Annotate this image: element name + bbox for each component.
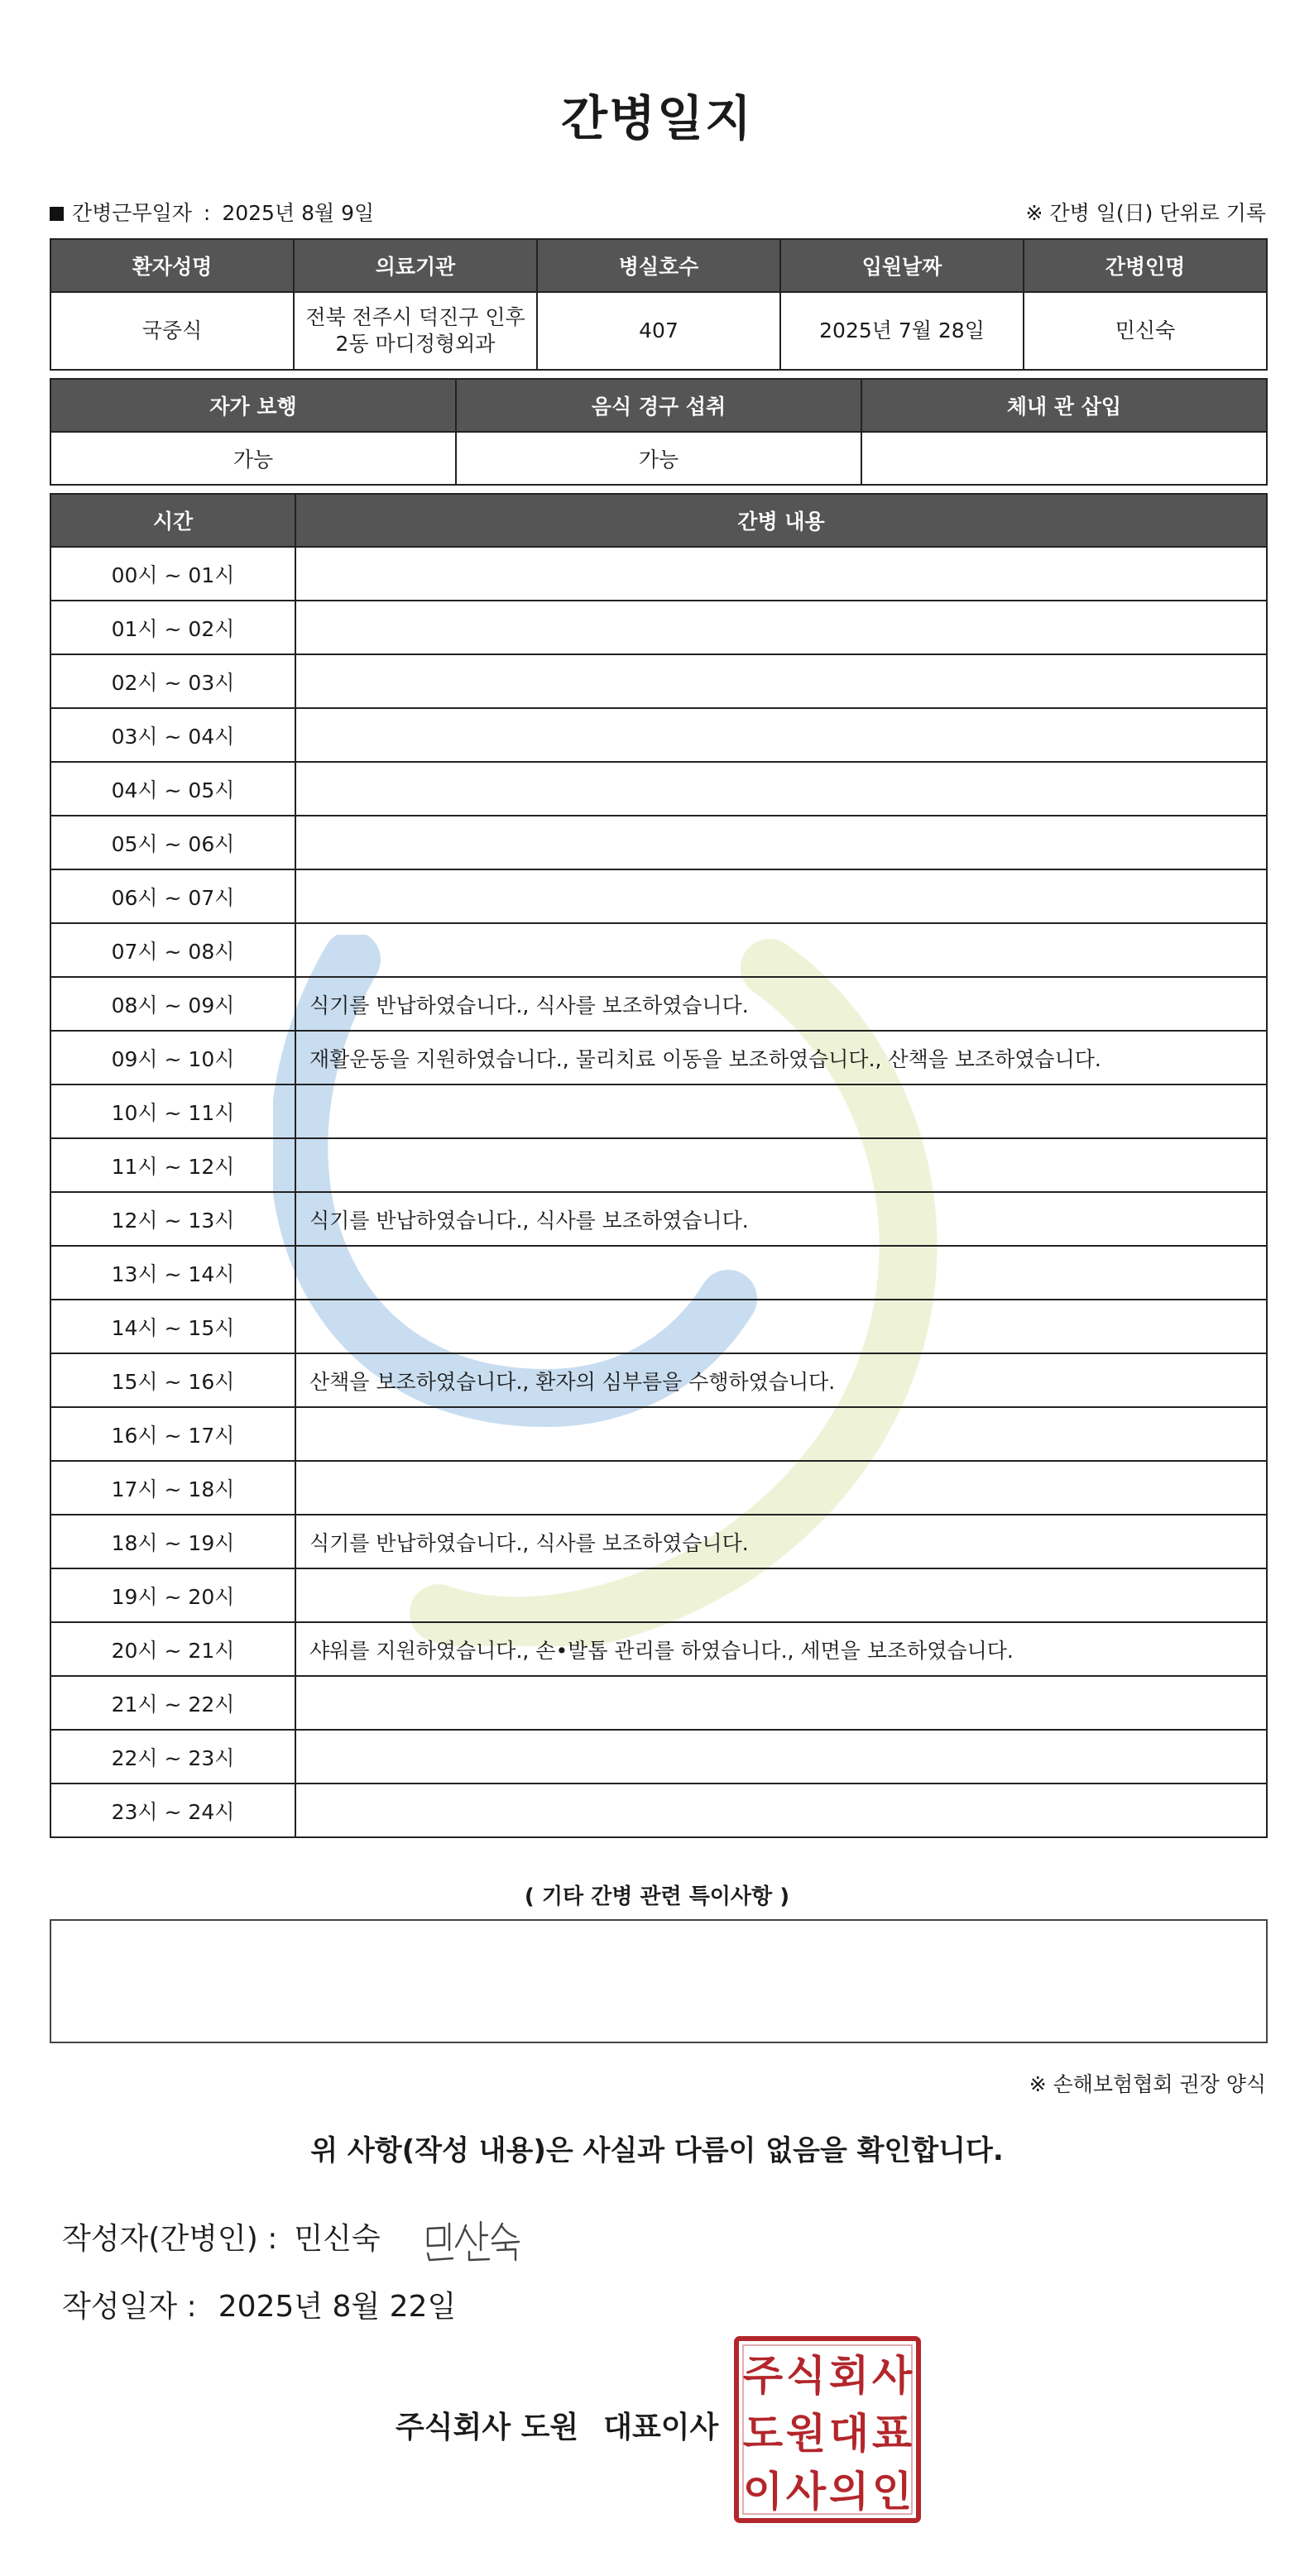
work-date-separator: : xyxy=(203,201,211,225)
table-row xyxy=(50,1622,1267,1676)
time-cell: 22시 ~ 23시 xyxy=(50,1730,295,1784)
header-time: 시간 xyxy=(50,494,295,547)
content-cell xyxy=(295,708,1267,762)
header-tube-insertion: 체내 관 삽입 xyxy=(861,379,1267,432)
content-cell: 재활운동을 지원하였습니다., 물리치료 이동을 보조하였습니다., 산책을 보조하였습니다. xyxy=(295,1031,1267,1085)
time-cell: 05시 ~ 06시 xyxy=(50,816,295,869)
work-date xyxy=(50,197,374,227)
content-cell xyxy=(295,1085,1267,1138)
table-row xyxy=(50,1676,1267,1730)
unit-note: ※ 간병 일(日) 단위로 기록 xyxy=(1025,201,1266,225)
table-row xyxy=(50,977,1267,1031)
time-cell: 04시 ~ 05시 xyxy=(50,762,295,816)
caregiver-name: 민신숙 xyxy=(1024,292,1267,370)
svg-text:회: 회 xyxy=(828,2352,870,2400)
time-cell: 11시 ~ 12시 xyxy=(50,1138,295,1192)
content-cell: 산책을 보조하였습니다., 환자의 심부름을 수행하였습니다. xyxy=(295,1353,1267,1407)
header-patient-name: 환자성명 xyxy=(50,239,294,292)
tube-insertion-value xyxy=(861,432,1267,485)
patient-header-row xyxy=(50,239,1267,292)
content-cell xyxy=(295,762,1267,816)
hospital xyxy=(294,292,537,370)
time-cell: 12시 ~ 13시 xyxy=(50,1192,295,1246)
hospital-line-2: 2동 마디정형외과 xyxy=(335,332,496,356)
table-row xyxy=(50,1085,1267,1138)
table-row xyxy=(50,762,1267,816)
table-row xyxy=(50,1353,1267,1407)
write-date-value: 2025년 8월 22일 xyxy=(218,2290,457,2324)
time-cell: 10시 ~ 11시 xyxy=(50,1085,295,1138)
header-admission-date: 입원날짜 xyxy=(780,239,1024,292)
header-room: 병실호수 xyxy=(537,239,780,292)
header-caregiver: 간병인명 xyxy=(1024,239,1267,292)
header-hospital: 의료기관 xyxy=(294,239,537,292)
content-cell xyxy=(295,654,1267,708)
table-row xyxy=(50,1730,1267,1784)
content-cell xyxy=(295,1730,1267,1784)
table-row xyxy=(50,654,1267,708)
content-cell xyxy=(295,547,1267,601)
notes-title: ( 기타 간병 관련 특이사항 ) xyxy=(524,1884,790,1909)
write-date-line xyxy=(62,2283,456,2325)
table-row xyxy=(50,869,1267,923)
table-row xyxy=(50,816,1267,869)
self-walking-value: 가능 xyxy=(50,432,456,485)
patient-value-row xyxy=(50,292,1267,370)
content-cell xyxy=(295,601,1267,654)
table-row xyxy=(50,601,1267,654)
svg-text:이: 이 xyxy=(742,2468,784,2516)
content-cell xyxy=(295,1676,1267,1730)
table-row xyxy=(50,1568,1267,1622)
company-line xyxy=(396,2404,718,2446)
svg-text:대: 대 xyxy=(828,2410,870,2458)
patient-status-table xyxy=(50,378,1268,486)
svg-text:사: 사 xyxy=(785,2468,827,2516)
time-cell: 18시 ~ 19시 xyxy=(50,1515,295,1568)
time-cell: 20시 ~ 21시 xyxy=(50,1622,295,1676)
log-header-row xyxy=(50,494,1267,547)
company-seal-stamp xyxy=(733,2335,922,2524)
content-cell xyxy=(295,1407,1267,1461)
time-cell: 07시 ~ 08시 xyxy=(50,923,295,977)
time-cell: 03시 ~ 04시 xyxy=(50,708,295,762)
time-cell: 01시 ~ 02시 xyxy=(50,601,295,654)
time-cell: 13시 ~ 14시 xyxy=(50,1246,295,1300)
confirmation-statement: 위 사항(작성 내용)은 사실과 다름이 없음을 확인합니다. xyxy=(310,2134,1004,2167)
svg-text:사: 사 xyxy=(871,2352,913,2400)
writer-name: 민신숙 xyxy=(294,2222,381,2256)
time-cell: 09시 ~ 10시 xyxy=(50,1031,295,1085)
company-role: 대표이사 xyxy=(603,2411,719,2444)
content-cell xyxy=(295,1461,1267,1515)
time-cell: 23시 ~ 24시 xyxy=(50,1784,295,1837)
content-cell xyxy=(295,1138,1267,1192)
content-cell xyxy=(295,869,1267,923)
svg-text:식: 식 xyxy=(785,2352,827,2400)
table-row xyxy=(50,1784,1267,1837)
svg-text:도: 도 xyxy=(742,2410,784,2458)
table-row xyxy=(50,1031,1267,1085)
table-row xyxy=(50,1515,1267,1568)
svg-text:원: 원 xyxy=(785,2410,827,2458)
signature-image xyxy=(420,2217,527,2263)
status-header-row xyxy=(50,379,1267,432)
content-cell xyxy=(295,1784,1267,1837)
care-log-table xyxy=(50,493,1268,1838)
table-row xyxy=(50,708,1267,762)
content-cell: 식기를 반납하였습니다., 식사를 보조하였습니다. xyxy=(295,1192,1267,1246)
square-bullet-icon xyxy=(50,207,64,221)
room-number: 407 xyxy=(537,292,780,370)
status-value-row xyxy=(50,432,1267,485)
content-cell: 식기를 반납하였습니다., 식사를 보조하였습니다. xyxy=(295,1515,1267,1568)
content-cell xyxy=(295,1300,1267,1353)
writer-line xyxy=(62,2215,527,2263)
svg-text:인: 인 xyxy=(871,2468,913,2516)
header-self-walking: 자가 보행 xyxy=(50,379,456,432)
time-cell: 17시 ~ 18시 xyxy=(50,1461,295,1515)
association-note: ※ 손해보험협회 권장 양식 xyxy=(1029,2072,1266,2096)
svg-text:주: 주 xyxy=(742,2352,784,2400)
time-cell: 16시 ~ 17시 xyxy=(50,1407,295,1461)
content-cell: 샤워를 지원하였습니다., 손•발톱 관리를 하였습니다., 세면을 보조하였습니다. xyxy=(295,1622,1267,1676)
time-cell: 14시 ~ 15시 xyxy=(50,1300,295,1353)
header-oral-intake: 음식 경구 섭취 xyxy=(456,379,861,432)
table-row xyxy=(50,1407,1267,1461)
table-row xyxy=(50,1461,1267,1515)
oral-intake-value: 가능 xyxy=(456,432,861,485)
content-cell xyxy=(295,1246,1267,1300)
table-row xyxy=(50,1300,1267,1353)
content-cell: 식기를 반납하였습니다., 식사를 보조하였습니다. xyxy=(295,977,1267,1031)
hospital-line-1: 전북 전주시 덕진구 인후 xyxy=(305,305,525,329)
patient-name: 국중식 xyxy=(50,292,294,370)
svg-text:표: 표 xyxy=(871,2410,913,2458)
company-name: 주식회사 도원 xyxy=(396,2411,579,2444)
page-title: 간병일지 xyxy=(560,90,754,146)
time-cell: 15시 ~ 16시 xyxy=(50,1353,295,1407)
content-cell xyxy=(295,1568,1267,1622)
notes-box xyxy=(50,1919,1268,2043)
time-cell: 02시 ~ 03시 xyxy=(50,654,295,708)
table-row xyxy=(50,1138,1267,1192)
table-row xyxy=(50,547,1267,601)
content-cell xyxy=(295,816,1267,869)
time-cell: 08시 ~ 09시 xyxy=(50,977,295,1031)
work-date-value: 2025년 8월 9일 xyxy=(222,201,375,225)
write-date-label: 작성일자 : xyxy=(62,2290,197,2324)
time-cell: 21시 ~ 22시 xyxy=(50,1676,295,1730)
table-row xyxy=(50,1192,1267,1246)
time-cell: 19시 ~ 20시 xyxy=(50,1568,295,1622)
patient-info-table xyxy=(50,238,1268,371)
writer-label: 작성자(간병인) : xyxy=(62,2222,278,2256)
time-cell: 06시 ~ 07시 xyxy=(50,869,295,923)
table-row xyxy=(50,923,1267,977)
work-date-label: 간병근무일자 xyxy=(72,201,192,225)
svg-text:의: 의 xyxy=(828,2468,870,2516)
time-cell: 00시 ~ 01시 xyxy=(50,547,295,601)
admission-date: 2025년 7월 28일 xyxy=(780,292,1024,370)
content-cell xyxy=(295,923,1267,977)
table-row xyxy=(50,1246,1267,1300)
header-care-content: 간병 내용 xyxy=(295,494,1267,547)
